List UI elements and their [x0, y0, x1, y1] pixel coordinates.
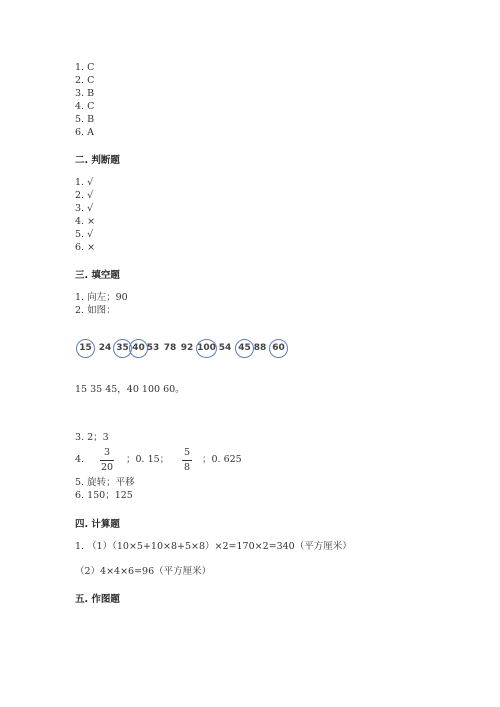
answer-1-3: 3. B: [75, 88, 95, 99]
fraction-bar: [100, 460, 114, 461]
number-item: 92: [180, 343, 194, 353]
number-item: 45: [235, 339, 254, 358]
answer-2-5: 5. √: [75, 229, 94, 240]
answer-4-1: 1. （1）（10×5+10×8+5×8）×2=170×2=340（平方厘米）: [75, 541, 352, 552]
answer-3-2-result: 15 35 45，40 100 60。: [75, 384, 185, 395]
answer-1-6: 6. A: [75, 127, 94, 138]
fraction-bar: [182, 460, 192, 461]
fraction-5-8: [182, 447, 192, 474]
fraction-denominator: 20: [100, 462, 114, 473]
answer-2-6: 6. ×: [75, 242, 96, 253]
answer-4-2: （2）4×4×6=96（平方厘米）: [75, 566, 212, 577]
fraction-3-20: [100, 447, 114, 474]
number-item: 88: [253, 343, 267, 353]
answer-1-5: 5. B: [75, 114, 95, 125]
answer-3-4-label: 4.: [75, 454, 85, 465]
answer-2-2: 2. √: [75, 190, 94, 201]
answer-2-4: 4. ×: [75, 216, 96, 227]
fraction-denominator: 8: [183, 462, 191, 473]
section-heading-drawing: 五. 作图题: [75, 594, 120, 605]
number-item: 60: [269, 339, 288, 358]
number-item: 15: [76, 339, 95, 358]
answer-2-1: 1. √: [75, 177, 94, 188]
number-item: 24: [98, 343, 112, 353]
section-heading-judgement: 二. 判断题: [75, 155, 120, 166]
number-item: 54: [218, 343, 232, 353]
number-item: 100: [196, 339, 217, 358]
number-item: 78: [163, 343, 177, 353]
answer-1-4: 4. C: [75, 101, 95, 112]
answer-3-3: 3. 2；3: [75, 432, 109, 443]
answer-1-1: 1. C: [75, 62, 95, 73]
answer-3-5: 5. 旋转；平移: [75, 477, 135, 488]
section-heading-calculation: 四. 计算题: [75, 519, 120, 530]
answer-3-2: 2. 如图：: [75, 305, 116, 316]
answer-3-4-sep2: ；0. 625: [202, 454, 242, 465]
number-item: 35: [113, 339, 132, 358]
answer-3-6: 6. 150；125: [75, 490, 133, 501]
number-sequence: [76, 338, 376, 360]
fraction-numerator: 5: [183, 447, 191, 458]
section-heading-fill-blank: 三. 填空题: [75, 270, 120, 281]
number-item: 53: [146, 343, 160, 353]
answer-3-1: 1. 向左；90: [75, 292, 128, 303]
answer-1-2: 2. C: [75, 75, 95, 86]
number-item: 40: [129, 339, 148, 358]
answer-2-3: 3. √: [75, 203, 94, 214]
answer-3-4-sep1: ；0. 15；: [126, 454, 170, 465]
fraction-numerator: 3: [103, 447, 111, 458]
